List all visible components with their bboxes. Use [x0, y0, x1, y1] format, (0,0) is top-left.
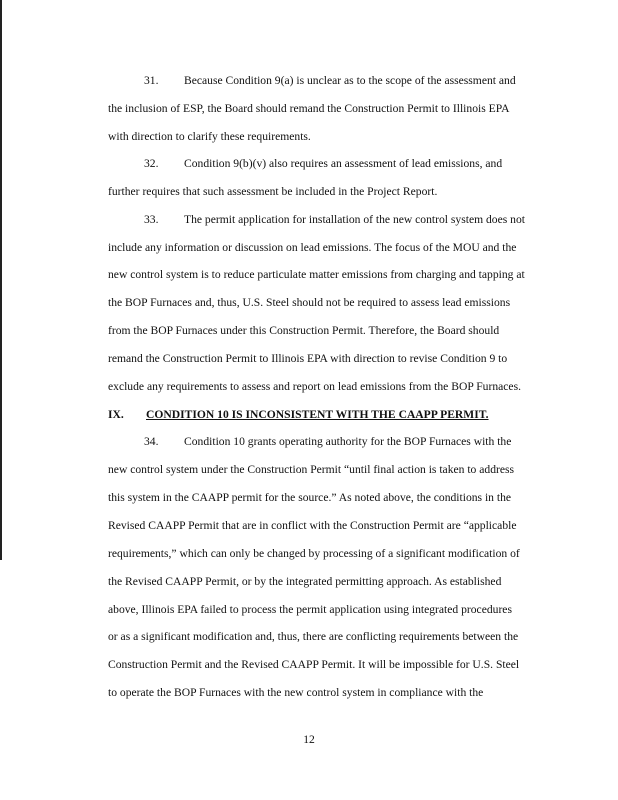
paragraph-34-line-1: 34. Condition 10 grants operating authority for the BOP Furnaces with the — [144, 435, 512, 448]
paragraph-33-line-6: remand the Construction Permit to Illinois EPA with direction to revise Condition 9 to — [108, 352, 508, 365]
paragraph-34-line-5: requirements,” which can only be changed by processing of a significant modification of — [108, 547, 520, 560]
paragraph-34-line-6: the Revised CAAPP Permit, or by the integrated permitting approach. As established — [108, 575, 502, 588]
paragraph-31-line-1: 31. Because Condition 9(a) is unclear as to the scope of the assessment and — [144, 74, 516, 87]
paragraph-33-line-7: exclude any requirements to assess and report on lead emissions from the BOP Furnaces. — [108, 380, 521, 393]
page-number: 12 — [303, 733, 315, 746]
scan-edge-line — [0, 0, 2, 560]
paragraph-34-line-2: new control system under the Construction Permit “until final action is taken to address — [108, 463, 515, 476]
paragraph-31-line-2: the inclusion of ESP, the Board should remand the Construction Permit to Illinois EPA — [108, 102, 510, 115]
paragraph-33-line-1: 33. The permit application for installation of the new control system does not — [144, 213, 525, 226]
paragraph-number: 33. — [144, 213, 159, 226]
paragraph-33-line-5: from the BOP Furnaces under this Construction Permit. Therefore, the Board should — [108, 324, 500, 337]
paragraph-33-line-3: new control system is to reduce particulate matter emissions from charging and tapping at — [108, 268, 525, 281]
section-heading — [108, 408, 489, 422]
paragraph-34-line-10: to operate the BOP Furnaces with the new control system in compliance with the — [108, 686, 484, 699]
paragraph-31-line-3: with direction to clarify these requirements. — [108, 130, 311, 143]
paragraph-34-line-3: this system in the CAAPP permit for the source.” As noted above, the conditions in the — [108, 491, 512, 504]
paragraph-33-line-4: the BOP Furnaces and, thus, U.S. Steel should not be required to assess lead emissions — [108, 296, 511, 309]
section-title: CONDITION 10 IS INCONSISTENT WITH THE CAAPP PERMIT. — [146, 408, 489, 421]
paragraph-34-line-7: above, Illinois EPA failed to process the permit application using integrated procedures — [108, 603, 512, 616]
paragraph-number: 31. — [144, 74, 159, 87]
paragraph-32-line-2: further requires that such assessment be included in the Project Report. — [108, 185, 438, 198]
paragraph-34-line-9: Construction Permit and the Revised CAAPP Permit. It will be impossible for U.S. Steel — [108, 658, 520, 671]
paragraph-34-line-4: Revised CAAPP Permit that are in conflict with the Construction Permit are “applicable — [108, 519, 517, 532]
paragraph-34-line-8: or as a significant modification and, thus, there are conflicting requirements between the — [108, 630, 519, 643]
paragraph-32-line-1: 32. Condition 9(b)(v) also requires an assessment of lead emissions, and — [144, 157, 503, 170]
section-roman-numeral: IX. — [108, 408, 124, 421]
paragraph-33-line-2: include any information or discussion on lead emissions. The focus of the MOU and the — [108, 241, 517, 254]
paragraph-number: 32. — [144, 157, 159, 170]
paragraph-number: 34. — [144, 435, 159, 448]
